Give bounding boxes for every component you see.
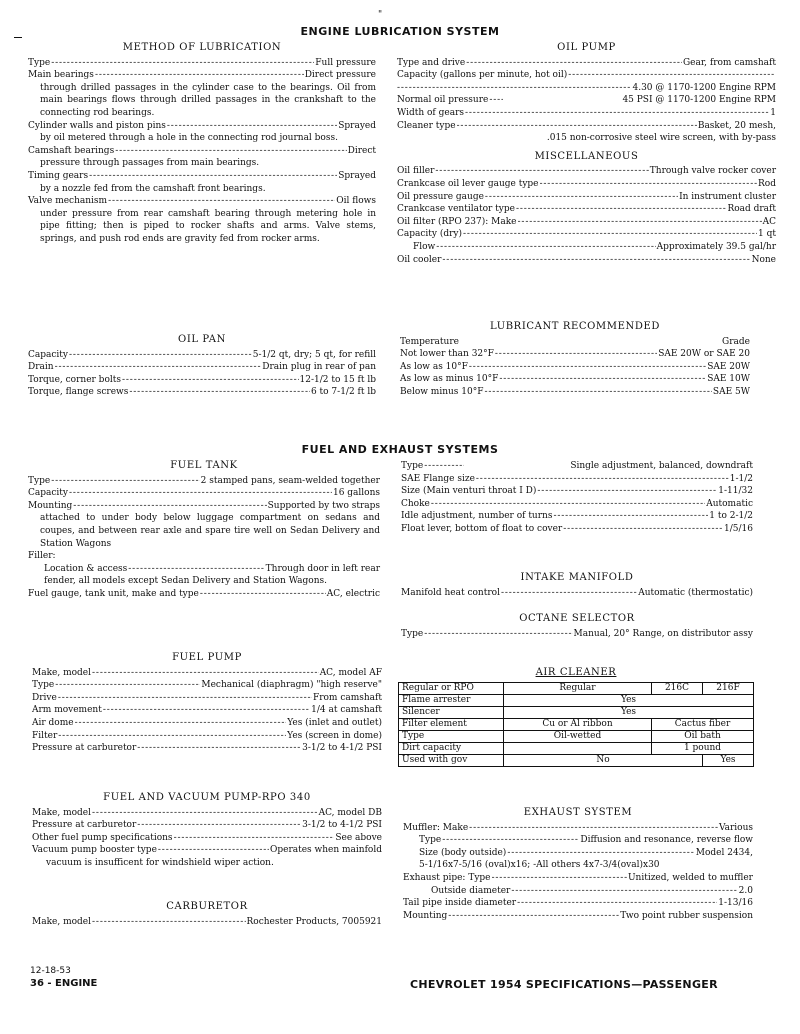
- air-cleaner: [398, 667, 754, 767]
- spec-row: Mounting - - - Two point rubber suspension: [403, 910, 753, 923]
- spec-row: Filter - - - Yes (screen in dome): [32, 730, 382, 743]
- table-cell: Yes: [504, 694, 754, 706]
- spec-row: Type - - - Mechanical (diaphragm) "high reserve": [32, 679, 382, 692]
- spec-row: Tail pipe inside diameter - - - 1-13/16: [403, 897, 753, 910]
- table-cell: Used with gov: [399, 754, 504, 766]
- spec-desc: under pressure from rear camshaft bearing through metering hole in pipe fitting; then is piped to rocker shafts and arms. Valve stems, springs, and push rod ends are gravity fed from rocker arms.: [40, 208, 376, 244]
- spec-row: Capacity (dry) - - - 1 qt: [397, 228, 776, 241]
- spec-row: Arm movement - - - 1/4 at camshaft: [32, 704, 382, 717]
- spec-row: Oil pressure gauge - - - In instrument cluster: [397, 191, 776, 204]
- spec-row: Camshaft bearings - - - Direct: [28, 145, 376, 158]
- spec-row: Valve mechanism - - - Oil flows: [28, 195, 376, 208]
- spec-row: Vacuum pump booster type - - - Operates when mainfold: [32, 844, 382, 857]
- table-cell: Oil-wetted: [504, 730, 652, 742]
- table-cell: Yes: [504, 706, 754, 718]
- spec-row: Oil filter (RPO 237): Make - - - AC: [397, 216, 776, 229]
- oil-pan: [28, 334, 376, 399]
- section-heading: FUEL TANK: [170, 460, 238, 471]
- spec-row: Cylinder walls and piston pins - - - Sprayed: [28, 120, 376, 133]
- stray-mark: ": [378, 10, 383, 20]
- spec-row: Main bearings - - - Direct pressure: [28, 69, 376, 82]
- spec-desc: through drilled passages in the cylinder case to the bearings. Oil from main bearings flows through drilled passages in the crankshaft to the connecting rod bearings.: [40, 82, 376, 118]
- spec-row: Capacity (gallons per minute, hot oil) - - -: [397, 69, 776, 82]
- spec-row: Pressure at carburetor - - - 3-1/2 to 4-1/2 PSI: [32, 819, 382, 832]
- table-cell: Dirt capacity: [399, 742, 504, 754]
- spec-row: Type - - - Full pressure: [28, 57, 376, 70]
- section-heading: INTAKE MANIFOLD: [520, 572, 634, 583]
- table-cell: Type: [399, 730, 504, 742]
- lubricant-row: As low as 10°F - - - SAE 20W: [400, 361, 750, 374]
- spec-row: Exhaust pipe: Type - - - Unitized, welded to muffler: [403, 872, 753, 885]
- spec-row: Make, model - - - AC, model AF: [32, 667, 382, 680]
- section-heading: EXHAUST SYSTEM: [523, 807, 633, 818]
- spec-row: Normal oil pressure - - - 45 PSI @ 1170-1200 Engine RPM: [397, 94, 776, 107]
- section-heading: AIR CLEANER: [535, 667, 617, 678]
- spec-desc: by oil metered through a hole in the connecting rod journal boss.: [40, 133, 338, 144]
- spec-desc: 5-1/16x7-5/16 (oval)x16; -All others 4x7-3/4(oval)x30: [419, 860, 660, 871]
- spec-row: Outside diameter - - - 2.0: [403, 885, 753, 898]
- table-row: [399, 682, 754, 694]
- spec-row: Air dome - - - Yes (inlet and outlet): [32, 717, 382, 730]
- table-cell: Cactus fiber: [652, 718, 754, 730]
- spec-row: Type and drive - - - Gear, from camshaft: [397, 57, 776, 70]
- spec-row: Torque, corner bolts - - - 12-1/2 to 15 ft lb: [28, 374, 376, 387]
- table-row: [399, 694, 754, 706]
- table-cell: Silencer: [399, 706, 504, 718]
- spec-row: Oil cooler - - - None: [397, 254, 776, 267]
- spec-desc: fender, all models except Sedan Delivery and Station Wagons.: [44, 576, 327, 587]
- spec-row: Float lever, bottom of float to cover - - - 1/5/16: [401, 523, 753, 536]
- spec-desc: .015 non-corrosive steel wire screen, with by-pass: [546, 133, 776, 144]
- spec-row: Make, model - - - AC, model DB: [32, 807, 382, 820]
- section-heading: FUEL PUMP: [172, 652, 242, 663]
- spec-row: Crankcase oil lever gauge type - - - Rod: [397, 178, 776, 191]
- spec-row: Other fuel pump specifications - - - See above: [32, 832, 382, 845]
- spec-row: Type - - - Manual, 20° Range, on distributor assy: [401, 628, 753, 641]
- carburetor: [32, 901, 382, 928]
- intake-manifold: [401, 572, 753, 599]
- spec-row: Cleaner type - - - Basket, 20 mesh,: [397, 120, 776, 133]
- spec-row: Mounting - - - Supported by two straps: [28, 500, 380, 513]
- spec-row: Type - - - 2 stamped pans, seam-welded together: [28, 475, 380, 488]
- table-cell: 1 pound: [652, 742, 754, 754]
- spec-row: SAE Flange size - - - 1-1/2: [401, 473, 753, 486]
- table-cell: 216C: [652, 682, 703, 694]
- spec-row: Size (body outside) - - - Model 2434,: [403, 847, 753, 860]
- lubricant-row: Below minus 10°F - - - SAE 5W: [400, 386, 750, 399]
- table-cell: Regular: [504, 682, 652, 694]
- spec-row: Torque, flange screws - - - 6 to 7-1/2 ft lb: [28, 386, 376, 399]
- spec-desc: vacuum is insufficent for windshield wiper action.: [46, 857, 274, 868]
- section-heading: OCTANE SELECTOR: [519, 613, 635, 624]
- spec-row: Muffler: Make - - - Various: [403, 822, 753, 835]
- fuel-vacuum-pump: [32, 792, 382, 870]
- section-heading: CARBURETOR: [166, 901, 248, 912]
- table-cell: 216F: [703, 682, 754, 694]
- method-of-lubrication: [28, 42, 376, 246]
- section-heading: FUEL AND VACUUM PUMP-RPO 340: [103, 792, 311, 803]
- spec-desc: by a nozzle fed from the camshaft front bearings.: [40, 183, 266, 194]
- spec-row: Drive - - - From camshaft: [32, 692, 382, 705]
- spec-row: Manifold heat control - - - Automatic (thermostatic): [401, 587, 753, 600]
- table-row: [399, 754, 754, 766]
- section-title-lubrication: ENGINE LUBRICATION SYSTEM: [300, 25, 500, 38]
- spec-row: Oil filler - - - Through valve rocker cover: [397, 165, 776, 178]
- spec-row: Crankcase ventilator type - - - Road draft: [397, 203, 776, 216]
- table-cell: Regular or RPO: [399, 682, 504, 694]
- spec-row: Drain - - - Drain plug in rear of pan: [28, 361, 376, 374]
- section-title-fuel-exhaust: FUEL AND EXHAUST SYSTEMS: [301, 443, 499, 456]
- filler-label: Filler:: [28, 551, 56, 562]
- spec-row: Location & access - - - Through door in left rear: [28, 563, 380, 576]
- section-heading: METHOD OF LUBRICATION: [122, 42, 282, 53]
- spec-row: Fuel gauge, tank unit, make and type - - - AC, electric: [28, 588, 380, 601]
- spec-row: Make, model - - - Rochester Products, 7005921: [32, 916, 382, 929]
- spec-row: Flow - - - Approximately 39.5 gal/hr: [397, 241, 776, 254]
- table-row: [399, 718, 754, 730]
- fuel-tank: [28, 460, 380, 601]
- footer-title: CHEVROLET 1954 SPECIFICATIONS—PASSENGER: [410, 978, 718, 991]
- section-heading: MISCELLANEOUS: [534, 150, 639, 162]
- table-cell: No: [504, 754, 703, 766]
- spec-row: Size (Main venturi throat I D) - - - 1-11/32: [401, 485, 753, 498]
- spec-row: Capacity - - - 16 gallons: [28, 487, 380, 500]
- oil-pump: [397, 42, 776, 266]
- fuel-pump: [32, 652, 382, 755]
- section-heading: OIL PUMP: [557, 42, 616, 53]
- lubricant-row: Not lower than 32°F - - - SAE 20W or SAE 20: [400, 348, 750, 361]
- table-cell: Cu or Al ribbon: [504, 718, 652, 730]
- table-cell: Flame arrester: [399, 694, 504, 706]
- spec-row: Idle adjustment, number of turns - - - 1 to 2-1/2: [401, 510, 753, 523]
- carburetor-specs: [401, 460, 753, 536]
- table-row: [399, 706, 754, 718]
- spec-desc: pressure through passages from main bearings.: [40, 158, 260, 169]
- air-cleaner-table: [398, 682, 754, 767]
- table-row: [399, 742, 754, 754]
- table-cell: [504, 742, 652, 754]
- exhaust-system: [403, 807, 753, 922]
- footer-date: 12-18-53: [30, 966, 71, 976]
- lubricant-header: Temperature Grade: [400, 336, 750, 347]
- spec-row: Timing gears - - - Sprayed: [28, 170, 376, 183]
- footer-page: 36 - ENGINE: [30, 978, 98, 989]
- table-cell: Oil bath: [652, 730, 754, 742]
- table-row: [399, 730, 754, 742]
- table-cell: Filter element: [399, 718, 504, 730]
- spec-row: Pressure at carburetor - - - 3-1/2 to 4-1/2 PSI: [32, 742, 382, 755]
- lubricant-recommended: [400, 321, 750, 399]
- spec-row: Choke - - - Automatic: [401, 498, 753, 511]
- spec-desc: attached to under body below luggage compartment on sedans and coupes, and between rear axle and spare tire well on Sedan Delivery and Station Wagons: [40, 513, 380, 549]
- table-cell: Yes: [703, 754, 754, 766]
- section-heading: OIL PAN: [178, 334, 226, 345]
- spec-row: - - - 4.30 @ 1170-1200 Engine RPM: [397, 82, 776, 95]
- octane-selector: [401, 613, 753, 640]
- spec-row: Width of gears - - - 1: [397, 107, 776, 120]
- section-heading: LUBRICANT RECOMMENDED: [490, 321, 660, 332]
- spec-row: Type - - - Diffusion and resonance, reverse flow: [403, 834, 753, 847]
- lubricant-row: As low as minus 10°F - - - SAE 10W: [400, 373, 750, 386]
- spec-row: Capacity - - - 5-1/2 qt, dry; 5 qt, for refill: [28, 349, 376, 362]
- spec-row: Type - - - Single adjustment, balanced, downdraft: [401, 460, 753, 473]
